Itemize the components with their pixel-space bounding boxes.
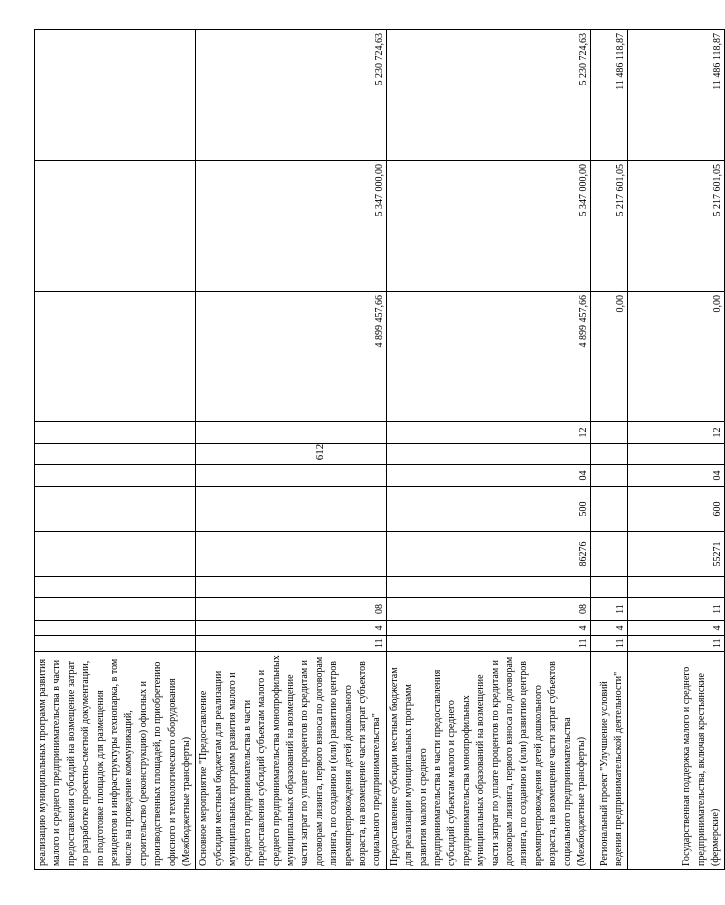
code-cell: [591, 532, 628, 577]
code-cell: [628, 444, 725, 465]
row-description: Основное мероприятие "Предоставление субсидии местным бюджетам для реализации муниципальных программ развития малого и среднего предпринимательства в части предоставления субсидий субъектам малого и среднего предпринимательства монопрофильных муниципальных образований на возмещение части затрат по уплате процентов по кредитам и договорам лизинга, первого взноса по договорам лизинга, по созданию и (или) развитию центров времяпрепровождения детей дошкольного возраста, на возмещение части затрат субъектов социального предпринимательства": [196, 652, 386, 870]
row-description: Государственная поддержка малого и среднего предпринимательства, включая крестьянские (фермерские): [628, 652, 725, 870]
row-description: реализацию муниципальных программ развития малого и среднего предпринимательства в части предоставления субсидий на возмещение затрат по разработке проектно-сметной документации, по подготовке площадок для размещения резидентов и инфраструктуры технопарка, в том числе на проведение коммуникаций, строительство (реконструкцию) офисных и производственных площадей, по приобретению офисного и технологического оборудования (Межбюджетные трансферты): [35, 652, 196, 870]
code-cell: 04: [386, 465, 591, 487]
code-cell: 4: [386, 621, 591, 636]
rotated-table-container: [34, 30, 724, 870]
code-cell: 11: [196, 636, 386, 652]
code-cell: 11: [628, 636, 725, 652]
code-cell: [35, 598, 196, 621]
table-row: [628, 30, 725, 870]
code-cell: 11: [386, 636, 591, 652]
value-cell: 5 230 724,63: [196, 30, 386, 161]
code-cell: [35, 636, 196, 652]
value-cell: 5 230 724,63: [386, 30, 591, 161]
code-cell: [35, 465, 196, 487]
code-cell: [196, 422, 386, 444]
code-cell: 4: [591, 621, 628, 636]
code-cell: [386, 577, 591, 598]
row-description: Предоставление субсидии местным бюджетам для реализации муниципальных программ развития малого и среднего предпринимательства в части предоставления субсидий субъектам малого и среднего предпринимательства монопрофильных муниципальных образований на возмещение части затрат по уплате процентов по кредитам и договорам лизинга, первого взноса по договорам лизинга, по созданию и (или) развитию центров времяпрепровождения детей дошкольного возраста, на возмещение части затрат субъектов социального предпринимательства (Межбюджетные трансферты): [386, 652, 591, 870]
code-cell: 11: [628, 598, 725, 621]
code-cell: 08: [196, 598, 386, 621]
budget-table: [34, 29, 725, 870]
code-cell: 11: [591, 636, 628, 652]
code-cell: 4: [196, 621, 386, 636]
code-cell: [591, 577, 628, 598]
code-cell: 4: [628, 621, 725, 636]
value-cell: [35, 161, 196, 292]
value-cell: 4 899 457,66: [386, 292, 591, 422]
code-cell: [196, 487, 386, 532]
code-cell: [196, 577, 386, 598]
row-description: Региональный проект "Улучшение условий ведения предпринимательской деятельности": [591, 652, 628, 870]
value-cell: 5 347 000,00: [386, 161, 591, 292]
code-cell: [591, 487, 628, 532]
code-cell: 04: [628, 465, 725, 487]
code-cell: [35, 422, 196, 444]
code-cell: [35, 532, 196, 577]
value-cell: [35, 30, 196, 161]
table-row: [386, 30, 591, 870]
code-cell: [591, 465, 628, 487]
value-cell: 0,00: [628, 292, 725, 422]
value-cell: 4 899 457,66: [196, 292, 386, 422]
table-row: [591, 30, 628, 870]
code-cell: 55271: [628, 532, 725, 577]
code-cell: 600: [628, 487, 725, 532]
code-cell: [35, 487, 196, 532]
code-cell: [35, 621, 196, 636]
code-cell: 11: [591, 598, 628, 621]
page-number: 612: [314, 443, 326, 461]
value-cell: 5 217 601,05: [628, 161, 725, 292]
code-cell: [35, 444, 196, 465]
value-cell: 11 486 118,87: [628, 30, 725, 161]
code-cell: 12: [386, 422, 591, 444]
value-cell: 11 486 118,87: [591, 30, 628, 161]
code-cell: [35, 577, 196, 598]
code-cell: [196, 465, 386, 487]
value-cell: 5 347 000,00: [196, 161, 386, 292]
table-row: [35, 30, 196, 870]
code-cell: 12: [628, 422, 725, 444]
code-cell: [591, 422, 628, 444]
value-cell: [35, 292, 196, 422]
code-cell: [591, 444, 628, 465]
code-cell: [196, 532, 386, 577]
value-cell: 0,00: [591, 292, 628, 422]
code-cell: [628, 577, 725, 598]
code-cell: [196, 444, 386, 465]
table-row: [196, 30, 386, 870]
code-cell: [386, 444, 591, 465]
code-cell: 86276: [386, 532, 591, 577]
code-cell: 500: [386, 487, 591, 532]
value-cell: 5 217 601,05: [591, 161, 628, 292]
code-cell: 08: [386, 598, 591, 621]
